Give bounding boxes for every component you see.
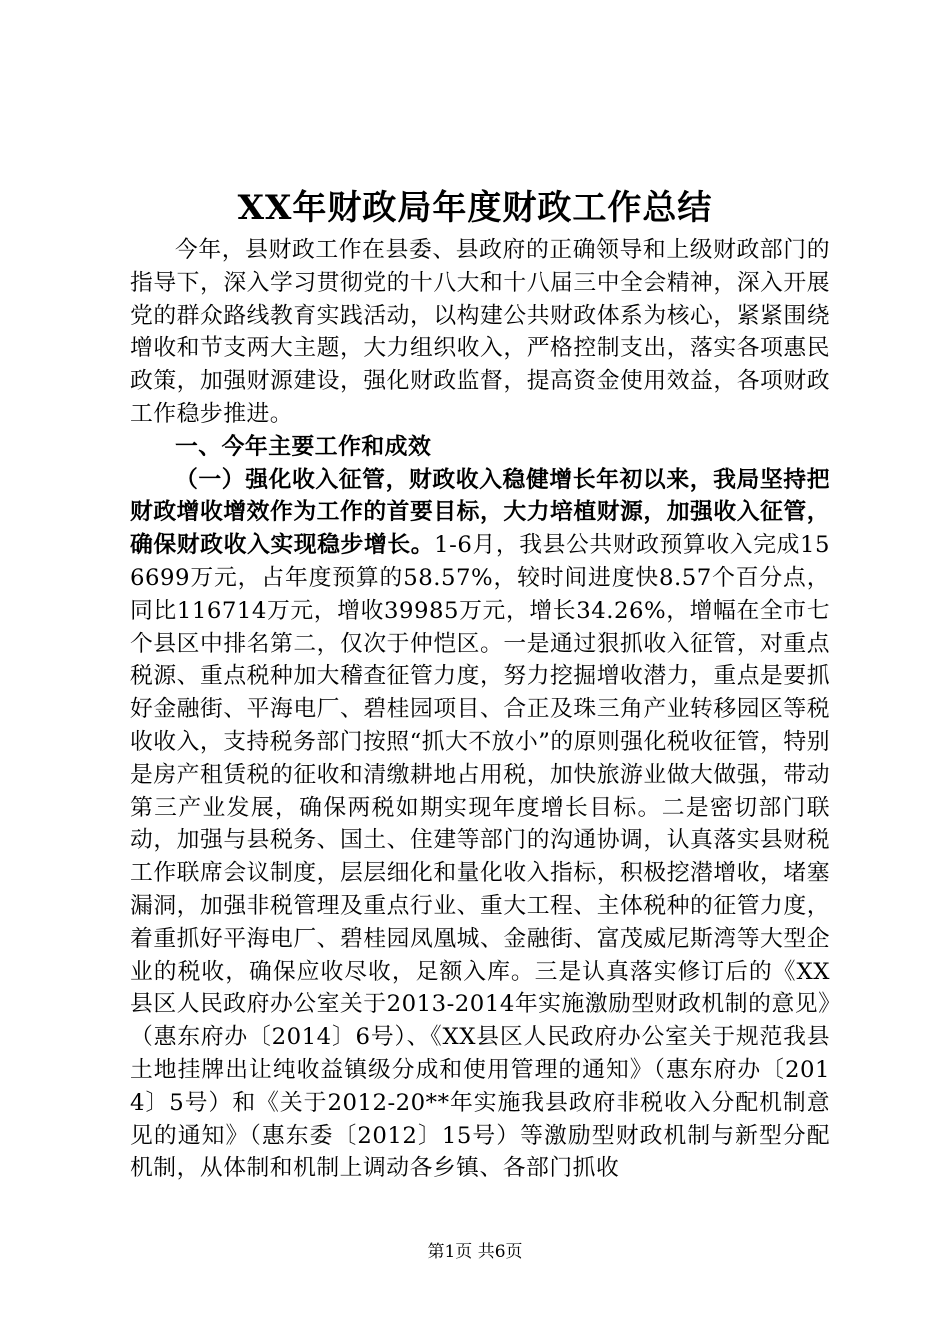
intro-paragraph: 今年，县财政工作在县委、县政府的正确领导和上级财政部门的指导下，深入学习贯彻党的十八大和十八届三中全会精神，深入开展党的群众路线教育实践活动，以构建公共财政体系为核心，紧紧围绕增收和节支两大主题，大力组织收入，严格控制支出，落实各项惠民政策，加强财源建设，强化财政监督，提高资金使用效益，各项财政工作稳步推进。: [130, 237, 830, 427]
document-body: [130, 234, 830, 1185]
subsection-lead: （一）强化收入征管，财政收入稳健增长年初以来，我局坚持把财政增收增效作为工作的首要目标，大力培植财源，加强收入征管，确保财政收入实现稳步增长。: [130, 466, 830, 559]
page-footer: 第1页 共6页: [427, 1242, 523, 1262]
document-title: XX年财政局年度财政工作总结: [237, 188, 713, 228]
subsection-paragraph: [130, 464, 830, 1186]
section-heading: 一、今年主要工作和成效: [175, 433, 432, 460]
subsection-body: 1-6月，我县公共财政预算收入完成156699万元，占年度预算的58.57%，较时间进度快8.57个百分点，同比116714万元，增收39985万元，增长34.26%，增幅在全市七个县区中排名第二，仅次于仲恺区。一是通过狠抓收入征管，对重点税源、重点税种加大稽查征管力度，努力挖掘增收潜力，重点是要抓好金融街、平海电厂、碧桂园项目、合正及珠三角产业转移园区等税收收入，支持税务部门按照“抓大不放小”的原则强化税收征管，特别是房产租赁税的征收和清缴耕地占用税，加快旅游业做大做强，带动第三产业发展，确保两税如期实现年度增长目标。二是密切部门联动，加强与县税务、国土、住建等部门的沟通协调，认真落实县财税工作联席会议制度，层层细化和量化收入指标，积极挖潜增收，堵塞漏洞，加强非税管理及重点行业、重大工程、主体税种的征管力度，着重抓好平海电厂、碧桂园凤凰城、金融街、富茂威尼斯湾等大型企业的税收，确保应收尽收，足额入库。三是认真落实修订后的《XX县区人民政府办公室关于2013-2014年实施激励型财政机制的意见》（惠东府办〔2014〕6号）、《XX县区人民政府办公室关于规范我县土地挂牌出让纯收益镇级分成和使用管理的通知》（惠东府办〔2014〕5号）和《关于2012-20**年实施我县政府非税收入分配机制意见的通知》（惠东委〔2012〕15号）等激励型财政机制与新型分配机制，从体制和机制上调动各乡镇、各部门抓收: [130, 532, 830, 1182]
